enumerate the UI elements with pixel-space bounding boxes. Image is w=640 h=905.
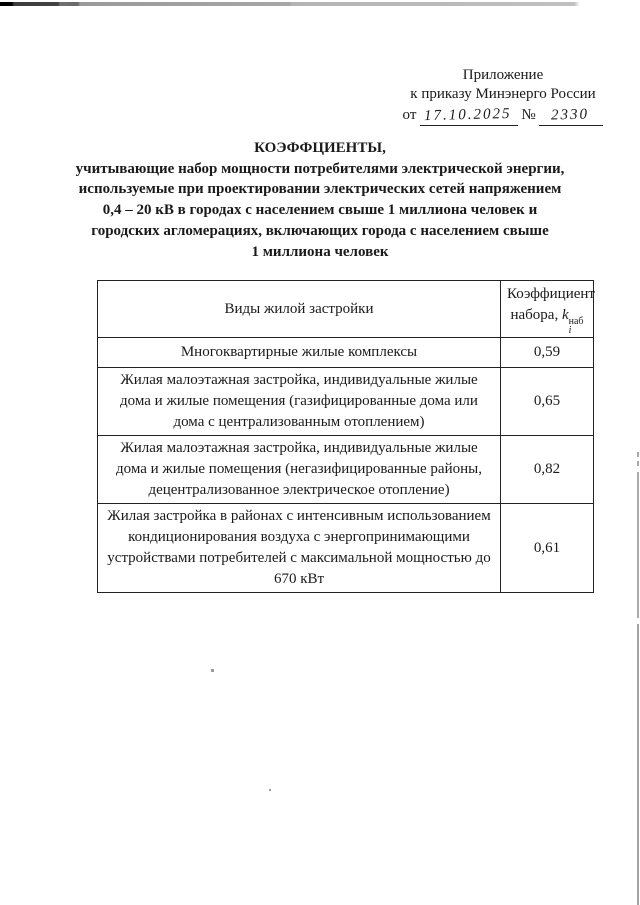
table-row xyxy=(98,436,594,504)
row-label: Жилая малоэтажная застройка, индивидуальные жилые дома и жилые помещения (газифицированные дома или дома с централизованным отоплением) xyxy=(98,368,501,436)
number-sign: № xyxy=(521,107,536,123)
title-line-1: КОЭФФЦИЕНТЫ, xyxy=(254,140,386,156)
column-header-coefficient: Коэффициент набора, k наб i xyxy=(501,281,594,338)
row-label: Жилая малоэтажная застройка, индивидуальные жилые дома и жилые помещения (негазифицированные районы, децентрализованное электрическое отопление) xyxy=(98,436,501,504)
scan-artifact-right-line xyxy=(637,472,639,905)
scan-artifact-top-band xyxy=(0,2,640,6)
handwritten-number: 2330 xyxy=(551,106,590,124)
order-date-number-line xyxy=(393,106,613,126)
from-label: от xyxy=(402,107,417,123)
row-label: Многоквартирные жилые комплексы xyxy=(98,338,501,368)
title-line-2: учитывающие набор мощности потребителями электрической энергии, xyxy=(75,160,565,177)
row-value: 0,61 xyxy=(501,504,594,593)
order-date-underline xyxy=(420,106,518,126)
table-row xyxy=(98,504,594,593)
column-header-building-types: Виды жилой застройки xyxy=(98,281,501,338)
document-header-block xyxy=(393,66,613,126)
title-line-6: 1 миллиона человек xyxy=(251,243,389,260)
scan-speck xyxy=(211,669,214,672)
table-header-row xyxy=(98,281,594,338)
row-value: 0,59 xyxy=(501,338,594,368)
title-line-5: городских агломерациях, включающих города с населением свыше xyxy=(91,222,549,239)
table-row xyxy=(98,368,594,436)
order-reference-line: к приказу Минэнерго России xyxy=(410,86,596,102)
document-title xyxy=(40,138,600,262)
scan-artifact-right-dash xyxy=(637,452,639,470)
title-line-3: используемые при проектировании электрических сетей напряжением xyxy=(78,181,562,198)
row-value: 0,65 xyxy=(501,368,594,436)
scan-speck xyxy=(269,789,271,791)
table-row xyxy=(98,338,594,368)
coefficient-symbol: набора, k наб i xyxy=(510,306,584,336)
appendix-label: Приложение xyxy=(462,67,544,83)
title-line-4: 0,4 – 20 кВ в городах с населением свыше 1 миллиона человек и xyxy=(102,202,538,219)
row-label: Жилая застройка в районах с интенсивным использованием кондиционирования воздуха с энергопринимающими устройствами потребителей с максимальной мощностью до 670 кВт xyxy=(98,504,501,593)
row-value: 0,82 xyxy=(501,436,594,504)
coefficients-table xyxy=(97,280,594,593)
handwritten-date: 17.10.2025 xyxy=(423,105,512,125)
order-number-underline xyxy=(539,106,603,126)
